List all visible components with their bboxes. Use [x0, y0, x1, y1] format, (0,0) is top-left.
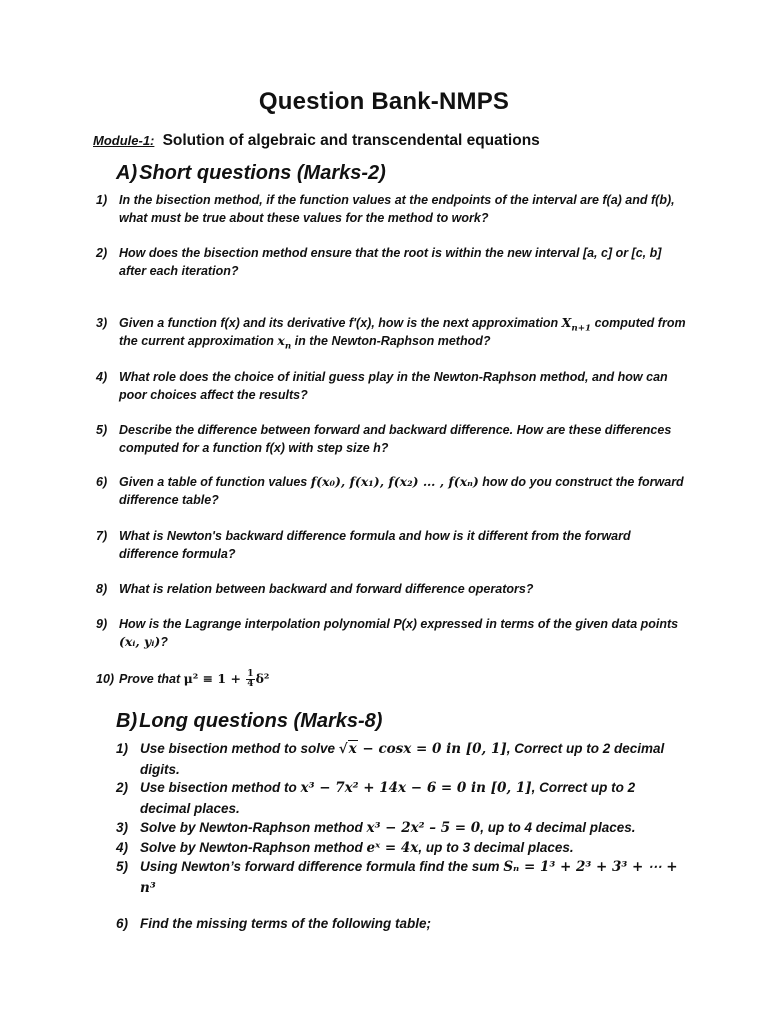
math-expression: − cosx = 0 in [0, 1] — [357, 741, 507, 757]
long-question-1 — [116, 739, 686, 779]
text-part: , Correct up to 2 decimal digits. — [140, 741, 665, 777]
short-question-3 — [96, 314, 686, 350]
sqrt-radicand: x — [348, 741, 357, 757]
text-part: computed from the current approximation — [119, 316, 686, 348]
math-expression: (xᵢ, yᵢ) — [119, 634, 161, 649]
short-question-7 — [96, 527, 686, 563]
long-question-2 — [116, 778, 686, 818]
question-number: 2) — [116, 780, 129, 795]
math-expression: δ² — [255, 671, 270, 686]
text-part: how do you construct the forward difference table? — [119, 475, 684, 507]
text-part: in the Newton-Raphson method? — [291, 334, 491, 348]
section-a-heading — [116, 162, 386, 185]
question-number: 10) — [96, 672, 115, 686]
fraction-denominator: 4 — [247, 679, 254, 690]
text-part: Use bisection method to — [140, 780, 301, 795]
text-part: Using Newton’s forward difference formula find the sum — [140, 859, 504, 874]
long-question-4 — [116, 838, 686, 859]
question-text: In the bisection method, if the function values at the endpoints of the interval are f(a) and f(b), what must be true about these values for the method to work? — [119, 193, 675, 225]
question-text — [116, 838, 686, 859]
module-heading — [93, 132, 540, 150]
math-var: X — [561, 315, 572, 330]
short-question-10 — [96, 670, 686, 689]
math-expression: x³ − 2x² – 5 = 0 — [366, 820, 481, 836]
text-part: ? — [160, 635, 168, 649]
fraction-numerator: 1 — [247, 669, 254, 680]
text-part: Prove that — [119, 672, 184, 686]
sqrt-expression: √x — [338, 741, 357, 757]
section-a-letter: A) — [116, 162, 138, 184]
section-a-title: Short questions (Marks-2) — [139, 162, 386, 184]
question-number: 5) — [96, 423, 108, 437]
question-text — [96, 615, 686, 651]
question-text: What is Newton's backward difference formula and how is it different from the forward difference formula? — [119, 529, 631, 561]
question-number: 8) — [96, 582, 108, 596]
question-number: 3) — [116, 820, 129, 835]
text-part: Given a table of function values — [119, 475, 311, 489]
math-sub: n — [284, 341, 292, 352]
text-part: , up to 3 decimal places. — [418, 840, 574, 855]
short-question-5 — [96, 421, 686, 457]
module-label: Module-1: — [93, 133, 155, 148]
question-text: Find the missing terms of the following table; — [140, 916, 432, 931]
question-text: What role does the choice of initial guess play in the Newton-Raphson method, and how can poor choices affect the results? — [119, 370, 668, 402]
question-text — [96, 473, 686, 509]
question-text: How does the bisection method ensure that the root is within the new interval [a, c] or [c, b] after each iteration? — [119, 246, 662, 278]
section-b-title: Long questions (Marks-8) — [139, 710, 383, 732]
long-question-5 — [116, 857, 686, 898]
question-number: 6) — [116, 916, 129, 931]
module-text: Solution of algebraic and transcendental equations — [162, 132, 540, 149]
question-number: 4) — [96, 370, 108, 384]
text-part: , Correct up to 2 decimal places. — [140, 780, 636, 816]
text-part: Use bisection method to solve — [140, 741, 339, 756]
question-number: 1) — [116, 741, 129, 756]
question-text — [116, 818, 686, 839]
question-number: 2) — [96, 246, 108, 260]
math-expression: x³ − 7x² + 14x − 6 = 0 in [0, 1] — [300, 780, 532, 796]
math-expression: eˣ = 4x — [366, 840, 419, 856]
question-text — [96, 670, 686, 689]
short-question-6 — [96, 473, 686, 509]
question-number: 9) — [96, 617, 108, 631]
long-question-3 — [116, 818, 686, 839]
question-text — [96, 314, 686, 350]
math-sub: n+1 — [571, 323, 592, 334]
question-number: 6) — [96, 475, 108, 489]
text-part: Solve by Newton-Raphson method — [140, 840, 367, 855]
math-var: x — [277, 333, 285, 348]
short-question-1 — [96, 191, 686, 227]
text-part: Solve by Newton-Raphson method — [140, 820, 367, 835]
question-text: What is relation between backward and forward difference operators? — [119, 582, 534, 596]
short-question-4 — [96, 368, 686, 404]
short-question-9 — [96, 615, 686, 651]
text-part: Given a function f(x) and its derivative f'(x), how is the next approximation — [119, 316, 562, 330]
question-number: 7) — [96, 529, 108, 543]
question-number: 1) — [96, 193, 108, 207]
math-expression: Sₙ = 1³ + 2³ + 3³ + ⋯ + n³ — [140, 859, 678, 896]
question-text — [116, 739, 686, 779]
page-title: Question Bank-NMPS — [258, 88, 510, 115]
question-number: 5) — [116, 859, 129, 874]
short-question-8 — [96, 580, 686, 598]
math-expression: f(x₀), f(x₁), f(x₂) … , f(xₙ) — [310, 474, 479, 489]
question-number: 3) — [96, 316, 108, 330]
section-b-heading — [116, 710, 382, 733]
section-b-letter: B) — [116, 710, 138, 732]
question-text — [116, 778, 686, 818]
math-expression: μ² ≡ 1 + — [183, 671, 246, 686]
question-number: 4) — [116, 840, 129, 855]
fraction — [246, 670, 254, 689]
text-part: , up to 4 decimal places. — [480, 820, 636, 835]
question-text: Describe the difference between forward and backward difference. How are these differences computed for a function f(x) with step size h? — [119, 423, 672, 455]
long-question-6 — [116, 914, 686, 934]
text-part: How is the Lagrange interpolation polynomial P(x) expressed in terms of the given data points — [119, 617, 679, 631]
question-text — [116, 857, 686, 898]
short-question-2 — [96, 244, 686, 280]
